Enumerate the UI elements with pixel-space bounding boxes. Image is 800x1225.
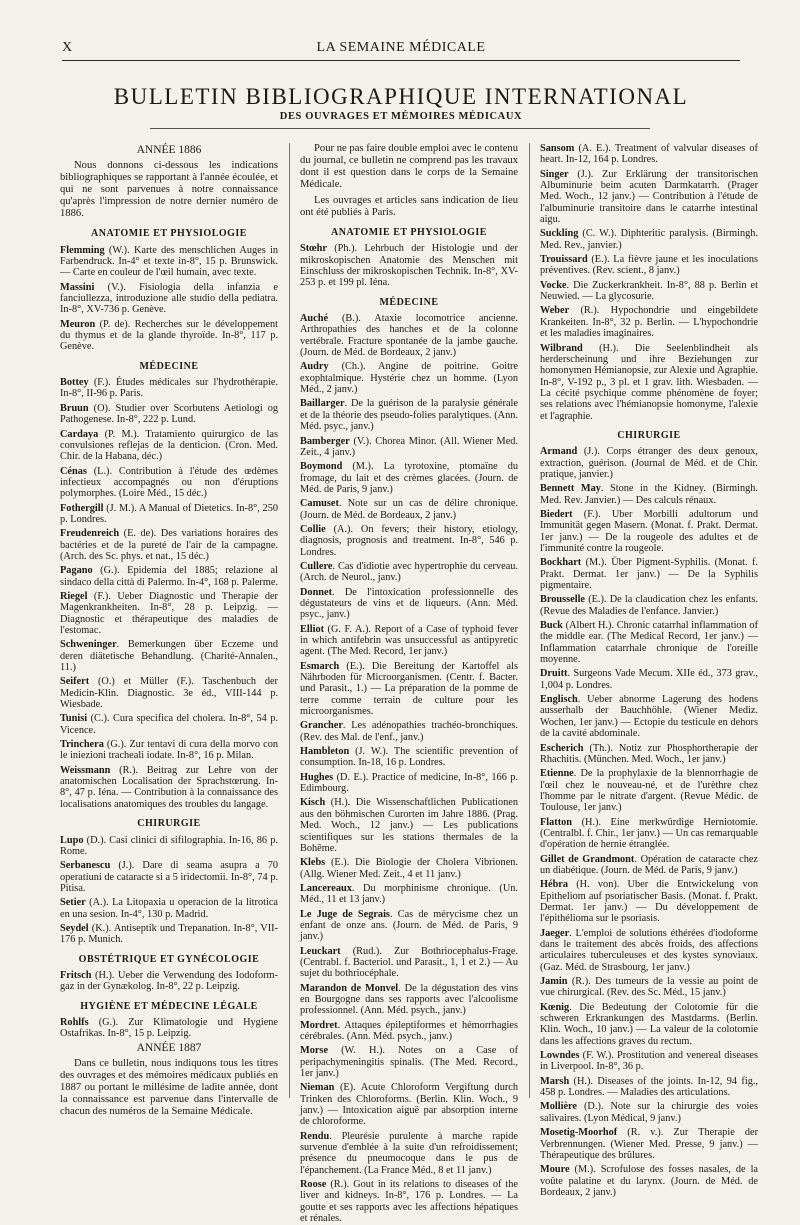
bibliography-entry [540,483,758,506]
entry-text: (F.). Ueber Diagnostic und Therapie der Magenkrankheiten. In-8°, 28 p. Leipzig. — Diagnostic et thérapeutique des maladies de l'estomac. [60,590,278,636]
entry-text: (C. W.). Diphteritic paralysis. (Birmingh. Med. Rev., janvier.) [540,228,758,251]
entry-text: (H.). Die Wissenschaftlichen Publicationen aus den böhmischen Curorten im Jahre 1886. (Prag. Med. Woch., 12 janv.) — Les publications scientifiques sur les stations thermales de la Bohême. [300,797,518,854]
entry-author: Massini [60,281,95,293]
year-heading: ANNÉE 1887 [136,1041,202,1054]
entry-text: . Bemerkungen über Eczeme und deren diätetische Behandlung. (Charité-Annalen., 11.) [60,639,278,674]
entry-author: Mordret [300,1019,338,1031]
bibliography-entry [300,946,518,980]
header-rule [62,60,740,61]
entry-author: Escherich [540,742,584,754]
bibliography-entry [540,879,758,924]
entry-author: Serbanescu [60,860,111,872]
entry-text: (P. M.). Tratamiento quirurgico de las convulsiones reflejas de la denticion. (Cron. Med. Chir. de la Habana, déc.) [60,428,278,463]
section-heading: CHIRURGIE [137,818,201,830]
entry-author: Marsh [540,1075,570,1087]
entry-author: Seifert [60,676,90,688]
bibliography-entry [540,594,758,617]
entry-author: Collie [300,523,326,535]
bibliography-entry [60,835,278,858]
section-heading: MÉDECINE [139,360,199,372]
entry-text: . De la guérison de la paralysie générale et de la théorie des pseudo-folies paralytiques. (Ann. Méd. psyc., janv.) [300,398,518,433]
bibliography-entry [300,661,518,718]
bibliography-entry [60,503,278,526]
entry-text: . Pleurésie purulente à marche rapide survenue d'emblée à la suite d'un refroidissement; présence du pneumocoque dans le pus de l'épanchement. (La France Méd., 8 et 11 janv.) [300,1130,518,1176]
entry-author: Englisch [540,694,578,706]
entry-text: (Ch.). Angine de poitrine. Goitre exophtalmique. Hystérie chez un homme. (Lyon Méd., 2 janv.) [300,361,518,396]
intro-paragraph: Les ouvrages et articles sans indication de lieu ont été publiés à Paris. [300,195,518,218]
bibliography-entry [60,897,278,920]
entry-text: (J. W.). The scientific prevention of consumption. In-18, 16 p. Londres. [300,746,518,769]
column-middle [300,143,518,1225]
entry-text: (K.). Antiseptik und Trepanation. In-8°, VII-176 p. Munich. [60,922,278,946]
bibliography-entry [60,466,278,500]
entry-author: Bamberger [300,435,350,447]
entry-author: Seydel [60,922,89,934]
entry-author: Freudenreich [60,528,120,540]
entry-text: . De la prophylaxie de la blennorrhagie de l'œil chez le nouveau-né, et de l'urèthre chez l'homme par le nitrate d'argent. (Revue Médic. de Toulouse, 1er janv.) [540,768,758,814]
entry-text: (G.). Zur tentavi di cura della morvo con le iniezioni tracheali iodate. In-8°, 16 p. Milan. [60,739,278,762]
entry-author: Cullere [300,560,333,572]
bibliography-entry [60,860,278,894]
entry-author: Leuckart [300,945,341,957]
entry-text: (G.). Epidemia del 1885; relazione al sindaco della città di Palermo. In-4°, 168 p. Palerme. [60,565,279,588]
bibliography-entry [540,1101,758,1124]
entry-author: Weissmann [60,764,111,776]
entry-text: (H.). Eine merkwürdige Herniotomie. (Centralbl. f. Chir., 1er janv.) — Un cas remarquable d'opération de hernie étranglée. [540,816,758,851]
entry-author: Singer [540,168,569,180]
bibliography-entry [300,772,518,795]
bibliography-entry [300,587,518,621]
entry-author: Sansom [540,143,575,154]
entry-author: Jaeger [540,927,570,939]
entry-author: Flatton [540,816,573,828]
entry-author: Grancher [300,720,343,732]
entry-text: (W. H.). Notes on a Case of peripachymeningitis spinalis. (The Med. Record., 1er janv.) [300,1045,518,1080]
entry-author: Donnet [300,586,333,598]
bibliography-entry [300,746,518,769]
entry-text: (F.). Uber Morbilli adultorum und Immunität gegen Masern. (Monat. f. Prakt. Dermat. 1er janv.) — De la rougeole des adultes et de l'immunité contre la rougeole. [540,508,758,554]
page-number: X [62,40,73,55]
intro-paragraph: Pour ne pas faire double emploi avec le contenu du journal, ce bulletin ne comprend pas les travaux dont il est question dans le corps de la Semaine Médicale. [300,143,518,190]
bibliography-entry [60,245,278,279]
bibliography-entry [300,398,518,432]
entry-text: . Die Bedeutung der Colotomie für die schweren Erkrankungen des Mastdarms. (Berlin. Klin. Woch., 10 janv.) — La valeur de la colotomie dans les affections graves du rectum. [540,1001,758,1047]
bibliography-entry [540,928,758,973]
entry-text: . Opération de cataracte chez un diabétique. (Journ. de Méd. de Paris, 9 janv.) [540,853,758,876]
title-rule [150,128,650,129]
bibliography-entry [300,561,518,584]
bibliography-entry [540,143,758,166]
bibliography-entry [300,1131,518,1176]
entry-author: Mollière [540,1101,577,1113]
entry-text: (M.). Über Pigment-Syphilis. (Monat. f. Prakt. Dermat. 1er janv.) — De la Syphilis pigmentaire. [540,557,758,592]
entry-text: (R.). Beitrag zur Lehre von der anatomischen Localisation der Sprachstœrung. In-8°, 47 p. Iéna. — Contribution à la connaissance des localisations anatomiques des troubles du langage. [60,764,278,810]
bibliography-entry [300,857,518,880]
entry-text: (J.). Dare di seama asupra a 70 operatiuni de cataracte si a 5 iridectomii. In-8°, 74 p. Pitisa. [60,860,278,894]
bibliography-entry [300,883,518,906]
entry-author: Riegel [60,590,88,602]
bibliography-entry [540,668,758,691]
entry-author: Baillarger [300,398,345,410]
entry-text: (M.). Scrofulose des fosses nasales, de la voûte palatine et du larynx. (Journ. de Méd. de Bordeaux, 2 janv.) [540,1164,758,1198]
entry-text: (B.). Ataxie locomotrice ancienne. Arthropathies des hanches et de la colonne vertébrale. Fracture spontanée de la jambe gauche. (Journ. de Méd. de Bordeaux, 2 janv.) [300,313,518,359]
section-heading: ANATOMIE ET PHYSIOLOGIE [331,227,487,238]
bibliography-entry [300,461,518,495]
entry-text: (Albert H.). Chronic catarrhal inflammation of the middle ear. (The Medical Record, 1er janv.) — Inflammation catarrhale chronique de l'oreille moyenne. [540,620,758,666]
entry-text: (G. F. A.). Report of a Case of typhoid fever in which antifebrin was unsuccessful as antipyretic agent. (The Med. Record, 1er janv.) [300,623,518,658]
bibliography-entry [60,923,278,946]
entry-author: Druitt [540,668,568,680]
section-heading: CHIRURGIE [617,429,681,441]
entry-text: . L'emploi de solutions éthérées d'iodoforme dans le traitement des abcès froids, des affections articulaires tuberculeuses et des kystes synoviaux. (Gaz. Méd. de Strasbourg, 1er janv.) [540,927,758,973]
entry-text: (F.). Études médicales sur l'hydrothérapie. In-8°, II-96 p. Paris. [60,377,278,400]
bibliography-entry [300,1179,518,1224]
entry-author: Setier [60,897,86,909]
bibliography-entry [300,1082,518,1127]
bibliography-entry [300,1045,518,1079]
entry-text: (H. von). Uber die Entwickelung von Epitheliom auf psoriatischer Basis. (Monat. f. Prakt. Dermat. 1er janv.) — Du développement de l'épithélioma sur le psoriasis. [540,879,758,925]
entry-text: . Attaques épileptiformes et hémorrhagies cérébrales. (Ann. Méd. psych., janv.) [300,1019,518,1042]
bibliography-entry [60,765,278,810]
entry-author: Biedert [540,508,573,520]
entry-text: . Surgeons Vade Mecum. XIIe éd., 373 grav., 1,004 p. Londres. [540,668,758,691]
entry-author: Mosetig-Moorhof [540,1127,618,1139]
bibliography-entry [540,228,758,251]
entry-author: Schweninger [60,639,117,651]
bibliography-entry [540,305,758,339]
bibliography-entry [300,797,518,854]
bibliography-entry [60,591,278,636]
entry-text: (H.). Ueber die Verwendung des Iodoform-gaz in der Gynækolog. In-8°, 22 p. Leipzig. [60,969,278,993]
bibliography-entry [60,1017,278,1040]
entry-author: Klebs [300,857,326,869]
entry-author: Armand [540,446,578,458]
entry-author: Stœhr [300,243,327,255]
bibliography-entry [540,280,758,303]
bibliography-entry [60,282,278,316]
entry-author: Flemming [60,244,105,256]
section-heading: OBSTÉTRIQUE ET GYNÉCOLOGIE [78,953,260,965]
entry-author: Rohlfs [60,1016,89,1028]
entry-text: . Stone in the Kidney. (Birmingh. Med. Rev. Janvier.) — Des calculs rénaux. [540,483,758,506]
entry-author: Lupo [60,834,84,846]
entry-author: Fritsch [60,969,92,981]
entry-author: Lancereaux [300,882,352,894]
entry-author: Rendu [300,1130,330,1142]
entry-author: Elliot [300,623,325,635]
bibliography-entry [60,713,278,736]
entry-author: Trouissard [540,254,588,266]
entry-author: Moure [540,1164,570,1176]
bibliography-entry [540,169,758,226]
bibliography-entry [540,1002,758,1047]
bibliography-entry [540,343,758,422]
entry-text: (D.). Note sur la chirurgie des voies salivaires. (Lyon Médical, 9 janv.) [540,1101,758,1124]
entry-text: (M.). La tyrotoxine, ptomaïne du fromage, du lait et des crèmes glacées. (Journ. de Méd. de Paris, 9 janv.) [300,461,518,495]
column-divider [289,143,290,1098]
entry-text: (D.). Casi clinici di sifilographia. In-16, 86 p. Rome. [60,834,278,857]
entry-author: Bennett May [540,483,601,495]
entry-text: (E). Acute Chloroform Vergiftung durch Trinken des Chloroforms. (Berlin. Klin. Woch., 9 janv.) — Intoxication aiguë par absorption interne de chloroforme. [300,1082,518,1128]
entry-author: Kœnig [540,1001,570,1013]
bibliography-entry [540,743,758,766]
entry-author: Roose [300,1179,327,1191]
entry-author: Kisch [300,797,326,809]
entry-text: (F. W.). Prostitution and venereal diseases in Liverpool. In-8°, 36 p. [540,1050,758,1073]
bibliography-entry [60,429,278,463]
entry-text: (R.). Gout in its relations to diseases of the liver and kidneys. In-8°, 176 p. Londres. — La goutte et ses rapports avec les affections hépatiques et rénales. [300,1179,518,1225]
column-right [540,143,758,1198]
entry-text: . Note sur un cas de délire chronique. (Journ. de Méd. de Bordeaux, 2 janv.) [300,498,518,521]
bibliography-entry [540,854,758,877]
entry-author: Brousselle [540,594,586,606]
entry-text: (R.). Hypochondrie und eingebildete Krankeiten. In-8°, 32 p. Berlin. — L'hypochondrie et les maladies imaginaires. [540,305,758,340]
entry-text: (L.). Contribution à l'étude des œdèmes infectieux accompagnés ou non d'éruptions polymorphes. (Loire Méd., 15 déc.) [60,465,278,500]
bibliography-entry [540,694,758,739]
entry-author: Hughes [300,771,334,783]
entry-author: Fothergill [60,502,104,514]
entry-text: (E.). De la claudication chez les enfants. (Revue des Maladies de l'enfance. Janvier.) [540,594,758,617]
entry-text: (G.). Zur Klimatologie und Hygiene Ostafrikas. In-8°, 15 p. Leipzig. [60,1016,278,1040]
entry-author: Hambleton [300,746,350,758]
entry-text: (Ph.). Lehrbuch der Histologie und der mikroskopischen Anatomie des Menschen mit Einschluss der mikroskopischen Technik. In-8°, XV-253 p. et 199 pl. Iéna. [300,243,518,289]
entry-author: Weber [540,305,570,317]
bibliography-entry [300,524,518,558]
entry-text: . Les adénopathies trachéo-bronchiques. (Rev. des Mal. de l'enf., janv.) [300,720,518,743]
entry-author: Bruun [60,402,89,414]
entry-text: (J.). Zur Erklärung der transitorischen Albuminurie beim acuten Darmkatarrh. (Prager Med. Woch., 12 janv.) — Contribution à l'étude de l'albuminurie transitoire dans le catarrhe intestinal aigu. [540,168,758,226]
entry-text: (Rud.). Zur Bothriocephalus-Frage. (Centrabl. f. Bacteriol. und Parasit., 1, 1 et 2.) — Au sujet du bothriocéphale. [300,945,518,980]
entry-text: (V.). Chorea Minor. (All. Wiener Med. Zeit., 4 janv.) [300,435,518,458]
bibliography-entry [540,557,758,591]
entry-text: (O.) et Müller (F.). Taschenbuch der Medicin-Klin. Diagnostic. 3e éd., VIII-144 p. Wiesbade. [60,676,278,711]
bibliography-entry [540,768,758,813]
bibliography-entry [300,909,518,943]
bibliography-entry [60,319,278,353]
entry-author: Cénas [60,465,87,477]
entry-author: Gillet de Grandmont [540,853,635,865]
bibliography-entry [300,313,518,358]
entry-author: Hébra [540,879,569,891]
bibliography-entry [60,739,278,762]
bibliography-entry [300,361,518,395]
entry-author: Tunisi [60,713,88,725]
entry-text: (E.). Die Bereitung der Kartoffel als Nährboden für Microorganismen. (Centr. f. Bacter. und Parasit., 1.) — La préparation de la pomme de terre comme terrain de culture pour les microorganismes. [300,660,518,718]
bibliography-entry [300,498,518,521]
page-title: BULLETIN BIBLIOGRAPHIQUE INTERNATIONAL [113,84,689,109]
bibliography-entry [60,377,278,400]
bibliography-entry [60,970,278,993]
entry-author: Trinchera [60,739,104,751]
entry-text: (E. de). Des variations horaires des bactéries et de la pureté de l'air de la campagne. (Arch. des Sc. phys. et nat., 15 déc.) [60,528,278,562]
entry-text: . De la dégustation des vins en Bourgogne dans ses rapports avec l'alcoolisme professionnel. (Ann. Méd. psych., janv.) [300,982,518,1017]
entry-author: Audry [300,361,329,373]
entry-text: . Die Zuckerkrankheit. In-8°, 88 p. Berlin et Neuwied. — La glycosurie. [540,279,758,303]
entry-text: (H.). Die Seelenblindheit als herderscheinung und ihre Beziehungen zur homonymen Hémianopsie, zur Alexie und Agraphie. In-8°, V-192 p., 3 pl. et 1 grav. lith. Wiesbaden. — La cécité psychique comme phénomène de foyer; ses relations avec l'hémianopsie homonyme, l'alexie et l'agraphie. [540,342,758,422]
bibliography-entry [300,1020,518,1043]
bibliography-entry [540,254,758,277]
entry-author: Pagano [60,565,93,577]
bibliography-entry [540,976,758,999]
bibliography-entry [60,676,278,710]
entry-text: (O). Studier over Scorbutens Aetiologi og Pathogenese. In-8°, 222 p. Lund. [60,402,278,426]
entry-author: Boymond [300,461,343,473]
section-heading: HYGIÈNE ET MÉDECINE LÉGALE [80,1000,258,1012]
entry-text: (E.). La fièvre jaune et les inoculations préventives. (Rev. scient., 8 janv.) [540,254,758,277]
bibliography-entry [60,565,278,588]
entry-text: (V.). Fisiologia della infanzia e fanciullezza, introduzione alle studio della pediatra. In-8°, XV-736 p. Genève. [60,281,278,316]
section-heading: ANATOMIE ET PHYSIOLOGIE [91,228,247,240]
entry-text: . Cas d'idiotie avec hypertrophie du cerveau. (Arch. de Neurol., janv.) [300,560,518,584]
entry-text: . Cas de mérycisme chez un enfant de onze ans. (Journ. de Méd. de Paris, 9 janv.) [300,908,518,943]
column-divider [529,143,530,1098]
intro-paragraph: Nous donnons ci-dessous les indications bibliographiques se rapportant à l'année écoulée, et qui ne sont parvenues à notre connaissance qu'après l'impression de notre dernier numéro de 1886. [60,160,278,220]
section-heading: MÉDECINE [379,296,439,308]
bibliography-entry [300,243,518,288]
bibliography-entry [300,983,518,1017]
entry-author: Camuset [300,498,339,510]
entry-author: Bottey [60,377,89,389]
entry-text: (H.). Diseases of the joints. In-12, 94 fig., 458 p. Londres. — Maladies des articulations. [540,1075,758,1099]
entry-text: (R.). Des tumeurs de la vessie au point de vue chirurgical. (Rev. des Sc. Méd., 15 janv.) [540,976,758,999]
entry-author: Suckling [540,228,579,240]
entry-author: Etienne [540,768,574,780]
entry-text: (P. de). Recherches sur le développement du thymus et de la glande thyroïde. In-8°, 117 p. Genève. [60,318,278,353]
entry-author: Auché [300,313,329,325]
entry-author: Lowndes [540,1050,580,1062]
entry-author: Esmarch [300,660,340,672]
entry-text: (J.). Corps étranger des deux genoux, extraction, guérison. (Journal de Méd. et de Chir. pratique, janvier.) [540,446,758,480]
entry-author: Buck [540,620,563,632]
entry-text: (A. E.). Treatment of valvular diseases of heart. In-12, 164 p. Londres. [540,143,758,166]
entry-author: Jamin [540,976,568,988]
entry-text: (C.). Cura specifica del cholera. In-8°, 54 p. Vicence. [60,713,278,736]
bibliography-entry [300,436,518,459]
entry-text: (W.). Karte des menschlichen Auges in Farbendruck. In-4° et texte in-8°, 15 p. Brunswick. — Carte en couleur de l'œil humain, avec texte. [60,244,278,279]
entry-text: (E.). Die Biologie der Cholera Vibrionen. (Allg. Wiener Med. Zeit., 4 et 11 janv.) [300,857,518,880]
bibliography-entry [540,620,758,665]
journal-title: LA SEMAINE MÉDICALE [316,40,486,55]
column-left [60,143,279,1117]
entry-text: (D. E.). Practice of medicine, In-8°, 166 p. Edimbourg. [300,771,518,795]
entry-text: (Th.). Notiz zur Phosphortherapie der Rhachitis. (München. Med. Woch., 1er janv.) [540,742,758,765]
bibliography-entry [540,1127,758,1161]
entry-author: Marandon de Monvel [300,982,399,994]
bibliography-entry [300,624,518,658]
bibliography-entry [540,817,758,851]
entry-author: Morse [300,1045,329,1057]
bibliography-entry [540,1050,758,1073]
bibliography-entry [540,1164,758,1198]
entry-author: Vocke [540,279,567,291]
bibliography-entry [540,509,758,554]
entry-text: (J. M.). A Manual of Dietetics. In-8°, 250 p. Londres. [60,502,278,525]
entry-text: . De l'intoxication professionnelle des dégustateurs de vins et de liqueurs. (Ann. Méd. psyc., janv.) [300,586,518,621]
entry-text: (A.). La Litopaxia u operacion de la litrotica en una sesion. In-4°, 130 p. Madrid. [60,897,278,920]
bibliography-entry [60,403,278,426]
bibliography-entry [540,1076,758,1099]
entry-author: Nieman [300,1082,335,1094]
entry-author: Le Juge de Segrais [300,908,390,920]
bibliography-entry [60,639,278,673]
bibliography-entry [300,720,518,743]
page-subtitle: DES OUVRAGES ET MÉMOIRES MÉDICAUX [279,111,523,122]
entry-author: Meuron [60,318,96,330]
entry-text: . Ueber abnorme Lagerung des hodens ausserhalb der Bauchhöhle. (Wiener Mediz. Wochen, 1er janv.) — Ectopie du testicule en dehors de la cavité abdominale. [540,694,758,740]
running-head [62,40,740,56]
entry-text: . Du morphinisme chronique. (Un. Méd., 11 et 13 janv.) [300,882,518,906]
bibliography-entry [540,446,758,480]
entry-author: Bockhart [540,557,582,569]
entry-text: (R. v.). Zur Therapie der Verbrennungen. (Wiener Med. Presse, 9 janv.) — Thérapeutique des brûlures. [540,1127,758,1161]
entry-text: (A.). On fevers; their history, etiology, diagnosis, prognosis and treatment. In-8°, 546 p. Londres. [300,523,518,558]
intro-paragraph: Dans ce bulletin, nous indiquons tous les titres des ouvrages et des mémoires médicaux publiés en 1887 ou portant le millésime de ladite année, dont la connaissance est parvenue dans l'intervalle de chacun des numéros de la Semaine Médicale. [60,1058,278,1117]
entry-author: Cardaya [60,428,99,440]
entry-author: Wilbrand [540,342,583,354]
year-heading: ANNÉE 1886 [136,144,202,156]
bibliography-entry [60,528,278,562]
